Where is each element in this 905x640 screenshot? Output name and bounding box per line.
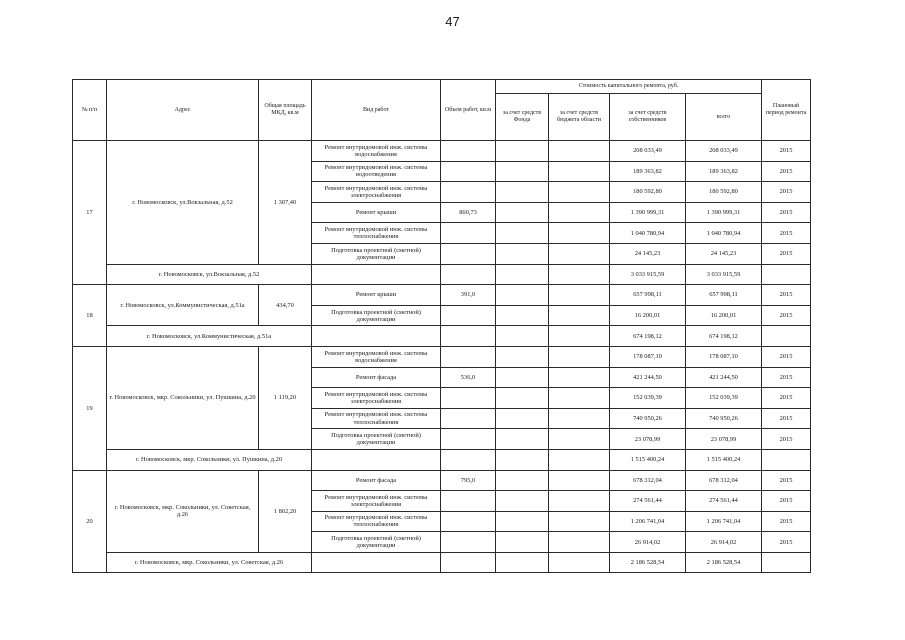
fund-cell	[496, 367, 549, 388]
total-cell: 1 206 741,04	[686, 511, 762, 532]
owners-cell: 740 950,26	[610, 408, 686, 429]
volume-cell	[441, 305, 496, 326]
total-cell: 274 561,44	[686, 491, 762, 512]
subtotal-volume	[441, 264, 496, 285]
area-cell: 1 307,40	[259, 141, 312, 265]
page-number: 47	[445, 14, 460, 29]
total-cell: 421 244,50	[686, 367, 762, 388]
subtotal-row	[73, 264, 811, 285]
work-type-cell: Ремонт крыши	[312, 285, 441, 306]
year-cell: 2015	[762, 491, 811, 512]
subtotal-row	[73, 552, 811, 573]
subtotal-row	[73, 449, 811, 470]
volume-cell	[441, 491, 496, 512]
row-number: 18	[73, 285, 107, 347]
owners-cell: 657 998,11	[610, 285, 686, 306]
header-budget: за счет средств бюджета области	[549, 94, 610, 141]
volume-cell	[441, 532, 496, 553]
total-cell: 23 078,99	[686, 429, 762, 450]
owners-cell: 180 592,80	[610, 182, 686, 203]
fund-cell	[496, 223, 549, 244]
fund-cell	[496, 141, 549, 162]
subtotal-budget	[549, 449, 610, 470]
subtotal-work	[312, 552, 441, 573]
subtotal-fund	[496, 449, 549, 470]
subtotal-volume	[441, 449, 496, 470]
total-cell: 24 145,23	[686, 243, 762, 264]
subtotal-work	[312, 449, 441, 470]
area-cell: 1 802,20	[259, 470, 312, 552]
subtotal-year	[762, 552, 811, 573]
volume-cell	[441, 346, 496, 367]
work-type-cell: Ремонт внутридомовой инж. системы теплоснабжения	[312, 408, 441, 429]
subtotal-work	[312, 264, 441, 285]
subtotal-budget	[549, 552, 610, 573]
budget-cell	[549, 511, 610, 532]
volume-cell	[441, 511, 496, 532]
budget-cell	[549, 161, 610, 182]
work-type-cell: Ремонт внутридомовой инж. системы электроснабжения	[312, 388, 441, 409]
address-cell: г. Новомосковск, ул.Коммунистическая, д.51а	[107, 285, 259, 326]
year-cell: 2015	[762, 243, 811, 264]
total-cell: 16 200,01	[686, 305, 762, 326]
owners-cell: 23 078,99	[610, 429, 686, 450]
budget-cell	[549, 182, 610, 203]
budget-cell	[549, 408, 610, 429]
work-type-cell: Ремонт фасада	[312, 470, 441, 491]
fund-cell	[496, 532, 549, 553]
fund-cell	[496, 305, 549, 326]
volume-cell	[441, 141, 496, 162]
year-cell: 2015	[762, 408, 811, 429]
row-number: 17	[73, 141, 107, 285]
address-cell: г. Новомосковск, мкр. Сокольники, ул. Советская, д.26	[107, 470, 259, 552]
work-type-cell: Подготовка проектной (сметной) документации	[312, 305, 441, 326]
subtotal-label: г. Новомосковск, ул.Вокзальная, д.52	[107, 264, 312, 285]
fund-cell	[496, 243, 549, 264]
subtotal-fund	[496, 264, 549, 285]
year-cell: 2015	[762, 161, 811, 182]
work-type-cell: Подготовка проектной (сметной) документации	[312, 532, 441, 553]
fund-cell	[496, 511, 549, 532]
total-cell: 208 033,49	[686, 141, 762, 162]
volume-cell	[441, 161, 496, 182]
year-cell: 2015	[762, 141, 811, 162]
subtotal-year	[762, 449, 811, 470]
header-cost-group: Стоимость капитального ремонта, руб.	[496, 80, 762, 94]
owners-cell: 421 244,50	[610, 367, 686, 388]
total-cell: 740 950,26	[686, 408, 762, 429]
budget-cell	[549, 367, 610, 388]
volume-cell	[441, 182, 496, 203]
subtotal-total: 3 033 915,59	[686, 264, 762, 285]
budget-cell	[549, 470, 610, 491]
budget-cell	[549, 305, 610, 326]
area-cell: 1 119,20	[259, 346, 312, 449]
total-cell: 178 087,10	[686, 346, 762, 367]
owners-cell: 678 312,04	[610, 470, 686, 491]
owners-cell: 26 914,02	[610, 532, 686, 553]
header-volume: Объем работ, кв.м	[441, 80, 496, 141]
header-fund: за счет средств Фонда	[496, 94, 549, 141]
address-cell: г. Новомосковск, ул.Вокзальная, д.52	[107, 141, 259, 265]
year-cell: 2015	[762, 202, 811, 223]
owners-cell: 152 039,39	[610, 388, 686, 409]
subtotal-row	[73, 326, 811, 347]
subtotal-owners: 1 515 400,24	[610, 449, 686, 470]
subtotal-total: 674 198,12	[686, 326, 762, 347]
year-cell: 2015	[762, 285, 811, 306]
table-row	[73, 141, 811, 162]
subtotal-owners: 2 186 528,54	[610, 552, 686, 573]
subtotal-volume	[441, 552, 496, 573]
subtotal-label: г. Новомосковск, мкр. Сокольники, ул. Советская, д.26	[107, 552, 312, 573]
subtotal-budget	[549, 326, 610, 347]
owners-cell: 178 087,10	[610, 346, 686, 367]
subtotal-work	[312, 326, 441, 347]
total-cell: 678 312,04	[686, 470, 762, 491]
subtotal-year	[762, 264, 811, 285]
fund-cell	[496, 491, 549, 512]
volume-cell	[441, 429, 496, 450]
year-cell: 2015	[762, 388, 811, 409]
fund-cell	[496, 182, 549, 203]
owners-cell: 1 040 780,94	[610, 223, 686, 244]
volume-cell	[441, 243, 496, 264]
volume-cell: 795,0	[441, 470, 496, 491]
address-cell: г. Новомосковск, мкр. Сокольники, ул. Пушкина, д.20	[107, 346, 259, 449]
budget-cell	[549, 202, 610, 223]
owners-cell: 189 363,82	[610, 161, 686, 182]
subtotal-budget	[549, 264, 610, 285]
budget-cell	[549, 223, 610, 244]
work-type-cell: Ремонт внутридомовой инж. системы водоснабжения	[312, 346, 441, 367]
year-cell: 2015	[762, 429, 811, 450]
budget-cell	[549, 491, 610, 512]
budget-cell	[549, 285, 610, 306]
table-body	[73, 141, 811, 573]
year-cell: 2015	[762, 511, 811, 532]
table-row	[73, 346, 811, 367]
volume-cell	[441, 388, 496, 409]
total-cell: 180 592,80	[686, 182, 762, 203]
year-cell: 2015	[762, 532, 811, 553]
budget-cell	[549, 429, 610, 450]
subtotal-total: 1 515 400,24	[686, 449, 762, 470]
subtotal-fund	[496, 552, 549, 573]
year-cell: 2015	[762, 470, 811, 491]
row-number: 20	[73, 470, 107, 573]
header-area: Общая площадь МКД, кв.м	[259, 80, 312, 141]
total-cell: 657 998,11	[686, 285, 762, 306]
work-type-cell: Ремонт внутридомовой инж. системы водоснабжения	[312, 141, 441, 162]
year-cell: 2015	[762, 346, 811, 367]
owners-cell: 16 200,01	[610, 305, 686, 326]
owners-cell: 24 145,23	[610, 243, 686, 264]
volume-cell	[441, 223, 496, 244]
subtotal-year	[762, 326, 811, 347]
volume-cell	[441, 408, 496, 429]
budget-cell	[549, 141, 610, 162]
subtotal-total: 2 186 528,54	[686, 552, 762, 573]
subtotal-label: г. Новомосковск, ул.Коммунистическая, д.51а	[107, 326, 312, 347]
work-type-cell: Ремонт внутридомовой инж. системы электроснабжения	[312, 182, 441, 203]
subtotal-label: г. Новомосковск, мкр. Сокольники, ул. Пушкина, д.20	[107, 449, 312, 470]
work-type-cell: Ремонт внутридомовой инж. системы теплоснабжения	[312, 223, 441, 244]
work-type-cell: Ремонт крыши	[312, 202, 441, 223]
work-type-cell: Ремонт внутридомовой инж. системы водоотведения	[312, 161, 441, 182]
work-type-cell: Подготовка проектной (сметной) документации	[312, 243, 441, 264]
total-cell: 152 039,39	[686, 388, 762, 409]
subtotal-volume	[441, 326, 496, 347]
volume-cell: 860,73	[441, 202, 496, 223]
budget-cell	[549, 243, 610, 264]
owners-cell: 1 390 999,31	[610, 202, 686, 223]
header-period: Плановый период ремонта	[762, 80, 811, 141]
repair-table	[72, 79, 811, 573]
owners-cell: 274 561,44	[610, 491, 686, 512]
volume-cell: 391,0	[441, 285, 496, 306]
volume-cell: 536,0	[441, 367, 496, 388]
budget-cell	[549, 346, 610, 367]
fund-cell	[496, 161, 549, 182]
fund-cell	[496, 388, 549, 409]
area-cell: 434,70	[259, 285, 312, 326]
row-number: 19	[73, 346, 107, 470]
work-type-cell: Ремонт внутридомовой инж. системы электроснабжения	[312, 491, 441, 512]
table-row	[73, 285, 811, 306]
header-work: Вид работ	[312, 80, 441, 141]
total-cell: 1 390 999,31	[686, 202, 762, 223]
budget-cell	[549, 388, 610, 409]
fund-cell	[496, 346, 549, 367]
year-cell: 2015	[762, 182, 811, 203]
work-type-cell: Ремонт внутридомовой инж. системы теплоснабжения	[312, 511, 441, 532]
fund-cell	[496, 285, 549, 306]
subtotal-owners: 674 198,12	[610, 326, 686, 347]
year-cell: 2015	[762, 367, 811, 388]
year-cell: 2015	[762, 305, 811, 326]
total-cell: 26 914,02	[686, 532, 762, 553]
fund-cell	[496, 408, 549, 429]
work-type-cell: Ремонт фасада	[312, 367, 441, 388]
total-cell: 189 363,82	[686, 161, 762, 182]
work-type-cell: Подготовка проектной (сметной) документации	[312, 429, 441, 450]
header-total: всего	[686, 94, 762, 141]
header-address: Адрес	[107, 80, 259, 141]
total-cell: 1 040 780,94	[686, 223, 762, 244]
fund-cell	[496, 470, 549, 491]
fund-cell	[496, 429, 549, 450]
subtotal-owners: 3 033 915,59	[610, 264, 686, 285]
header-no: № п/п	[73, 80, 107, 141]
year-cell: 2015	[762, 223, 811, 244]
header-owners: за счет средств собственников	[610, 94, 686, 141]
fund-cell	[496, 202, 549, 223]
table-row	[73, 470, 811, 491]
subtotal-fund	[496, 326, 549, 347]
budget-cell	[549, 532, 610, 553]
owners-cell: 1 206 741,04	[610, 511, 686, 532]
owners-cell: 208 033,49	[610, 141, 686, 162]
